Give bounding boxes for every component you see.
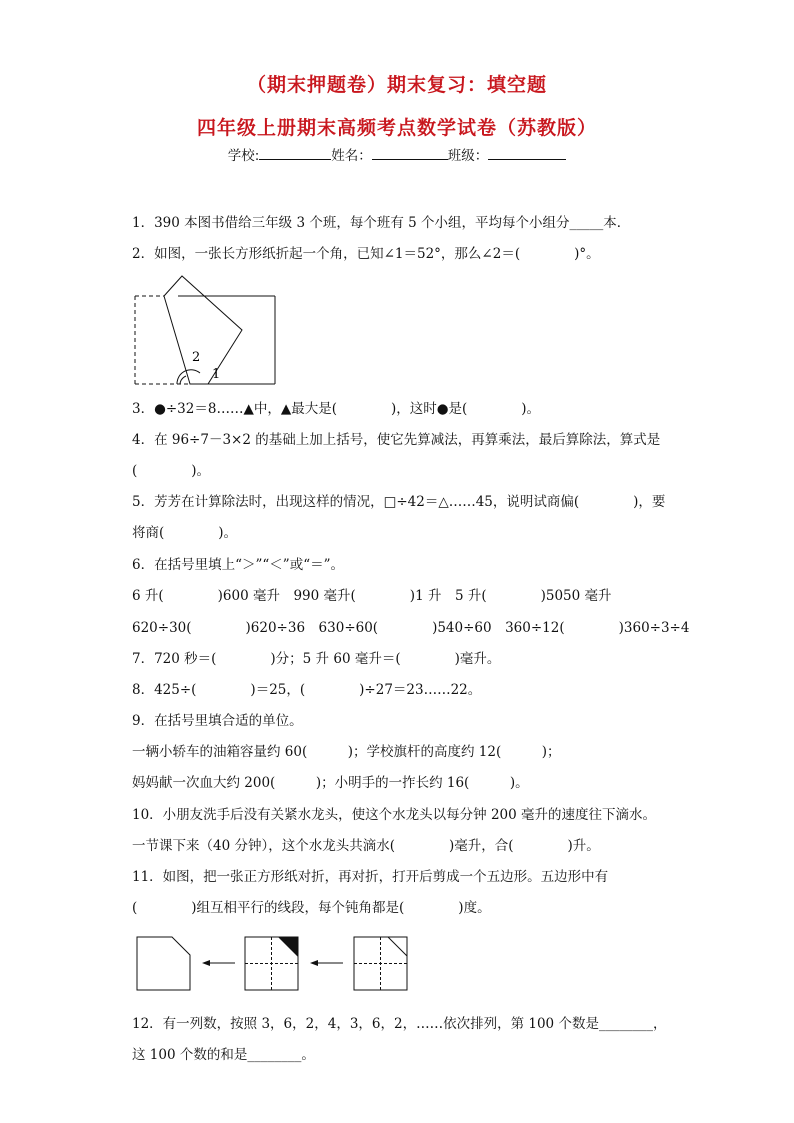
question-7: 7．720 秒＝( )分；5 升 60 毫升＝( )毫升。 (132, 651, 501, 667)
question-3: 3．●÷32＝8……▲中，▲最大是( )，这时●是( )。 (132, 401, 541, 417)
folded-square (354, 937, 407, 990)
arrow-left-icon (310, 960, 343, 966)
question-12-line2: 这 100 个数的和是________。 (132, 1047, 315, 1063)
question-9: 9．在括号里填合适的单位。 (132, 713, 303, 729)
question-8: 8．425÷( )＝25，( )÷27＝23……22。 (132, 682, 482, 698)
page-title: （期末押题卷）期末复习：填空题 (246, 74, 547, 96)
question-5-line2: 将商( )。 (132, 525, 238, 541)
student-info-row (0, 144, 794, 164)
question-9-line1: 一辆小轿车的油箱容量约 60( )；学校旗杆的高度约 12( )； (132, 744, 561, 760)
folded-square-cut (245, 937, 298, 990)
page-subtitle: 四年级上册期末高频考点数学试卷（苏教版） (196, 117, 597, 139)
question-6-row1: 6 升( )600 毫升 990 毫升( )1 升 5 升( )5050 毫升 (132, 588, 612, 604)
question-12-line1: 12．有一列数，按照 3，6，2，4，3，6，2，……依次排列，第 100 个数是________， (132, 1016, 667, 1032)
angle-1-label: 1 (212, 367, 221, 382)
question-6: 6．在括号里填上“＞”“＜”或“＝”。 (132, 557, 344, 573)
name-blank[interactable] (372, 146, 448, 160)
question-11-line2: ( )组互相平行的线段，每个钝角都是( )度。 (132, 900, 491, 916)
arrow-left-icon (202, 960, 235, 966)
school-label: 学校: (227, 148, 260, 164)
question-4-line2: ( )。 (132, 463, 211, 479)
folded-rectangle-figure (130, 272, 280, 388)
question-11-line1: 11．如图，把一张正方形纸对折，再对折，打开后剪成一个五边形。五边形中有 (132, 869, 609, 885)
question-9-line2: 妈妈献一次血大约 200( )；小明手的一拃长约 16( )。 (132, 775, 529, 791)
question-5-line1: 5．芳芳在计算除法时，出现这样的情况，□÷42＝△……45，说明试商偏( )，要 (132, 494, 666, 510)
question-1: 1．390 本图书借给三年级 3 个班，每个班有 5 个小组，平均每个小组分_____本． (132, 215, 631, 231)
question-4-line1: 4．在 96÷7－3×2 的基础上加上括号，使它先算减法，再算乘法，最后算除法，算式是 (132, 432, 661, 448)
class-label: 班级： (447, 148, 489, 164)
paper-folding-figure (132, 932, 412, 994)
question-10-line1: 10．小朋友洗手后没有关紧水龙头，使这个水龙头以每分钟 200 毫升的速度往下滴水。 (132, 807, 657, 823)
question-10-line2: 一节课下来（40 分钟），这个水龙头共滴水( )毫升，合( )升。 (132, 838, 600, 854)
angle-2-label: 2 (192, 350, 201, 365)
pentagon-result (137, 937, 190, 990)
question-2: 2．如图，一张长方形纸折起一个角，已知∠1＝52°，那么∠2＝( )°。 (132, 246, 600, 262)
school-blank[interactable] (259, 146, 331, 160)
name-label: 姓名： (331, 148, 372, 164)
question-6-row2: 620÷30( )620÷36 630÷60( )540÷60 360÷12( )360÷3÷4 (132, 620, 690, 636)
class-blank[interactable] (488, 146, 566, 160)
